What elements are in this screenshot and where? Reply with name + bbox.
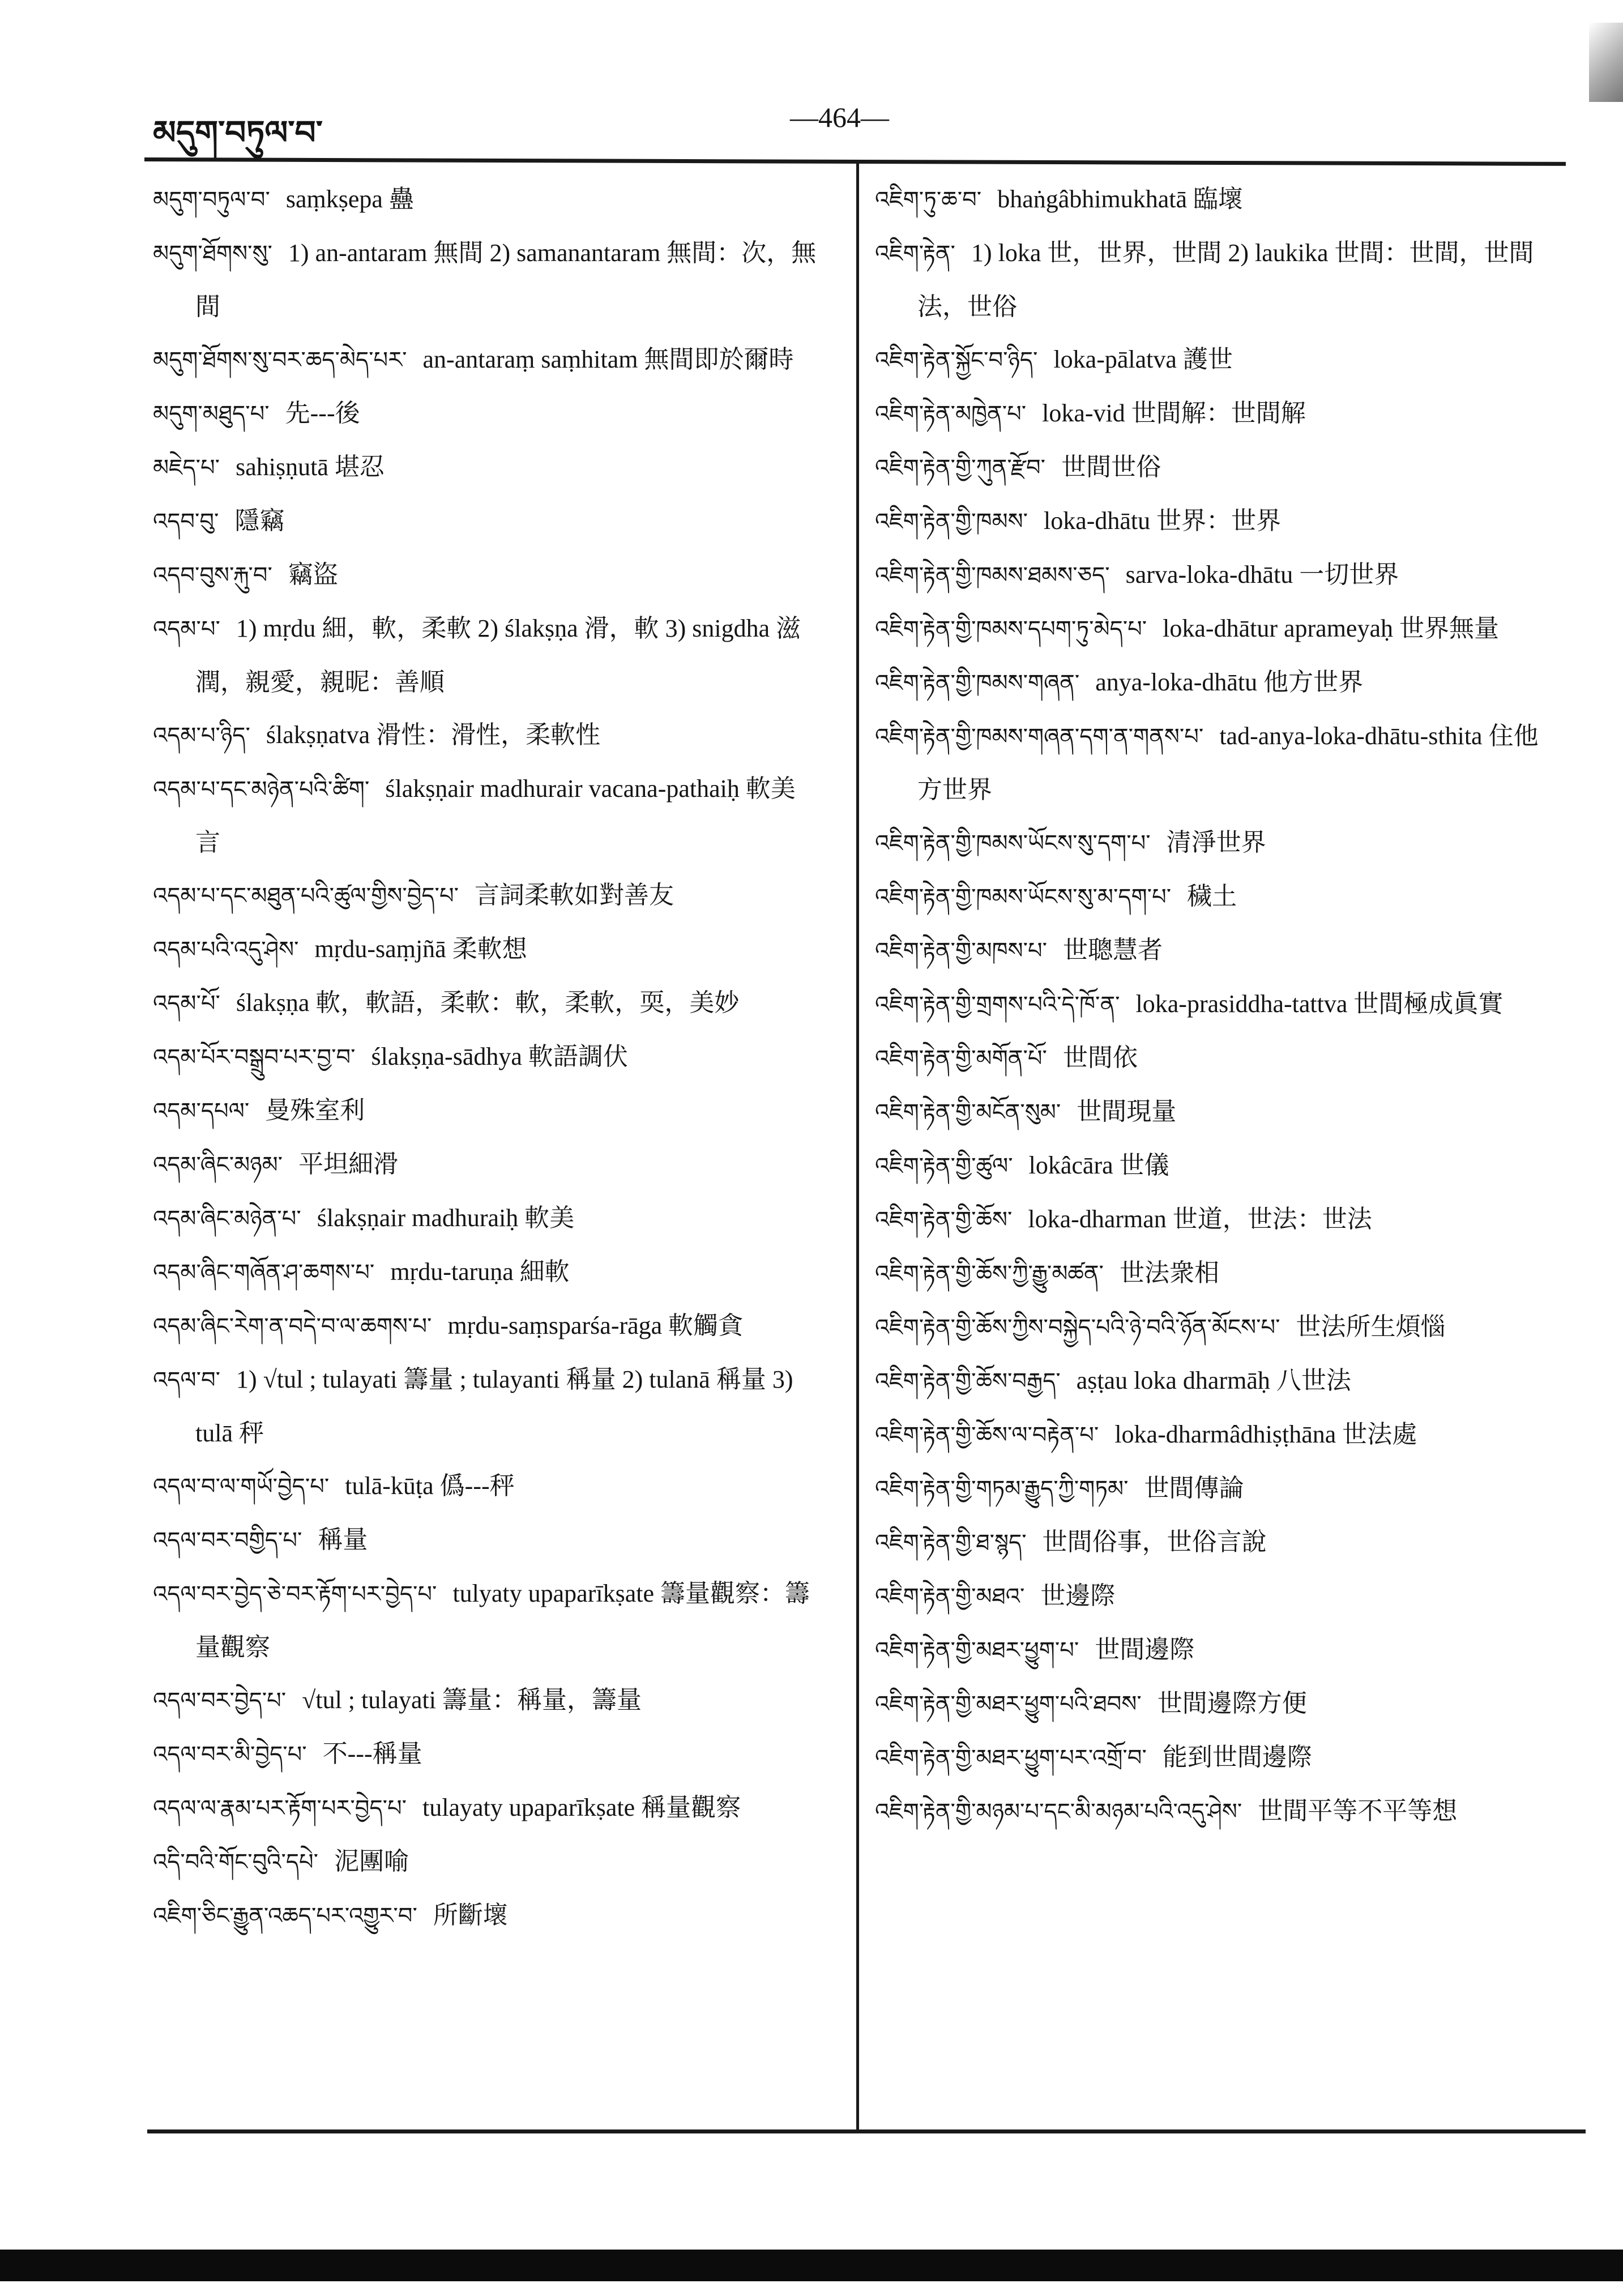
dictionary-entry: འདི་བའི་གོང་བུའི་དཔེ་ 泥團喻 [153,1847,409,1875]
dictionary-entry: འཇིག་ཏུ་ཆ་བ་ bhaṅgâbhimukhatā 臨壞 [875,185,1243,213]
dictionary-entry: འཇིག་རྟེན་གྱི་གྲགས་པའི་དེ་ཁོ་ན་ loka-prasiddha-tattva 世間極成眞實 [875,990,1504,1018]
dictionary-entry: འཇིག་རྟེན་གྱི་ཁམས་ཡོངས་སུ་དག་པ་ 清淨世界 [875,829,1266,856]
dictionary-entry: འཇིག་རྟེན་གྱི་མཐར་ཕྱུག་པར་འགྲོ་བ་ 能到世間邊際 [875,1743,1312,1771]
dictionary-entry: འཇིག་རྟེན་གྱི་མཐར་ཕྱུག་པའི་ཐབས་ 世間邊際方便 [875,1689,1307,1717]
header-rule [144,157,1566,166]
dictionary-entry: འདམ་པོ་ ślakṣṇa 軟，軟語，柔軟：軟，柔軟，耎，美妙 [153,989,740,1017]
dictionary-entry: འཇིག་རྟེན་གྱི་ཁམས་ loka-dhātu 世界：世界 [875,507,1282,535]
dictionary-entry: འཇིག་རྟེན་གྱི་མཐར་ཕྱུག་པ་ 世間邊際 [875,1636,1195,1663]
dictionary-entry: འདམ་པོར་བསྒྲུབ་པར་བྱ་བ་ ślakṣṇa-sādhya 軟語調伏 [153,1043,628,1070]
dictionary-entry: འདམ་ཞིང་མཉེན་པ་ ślakṣṇair madhuraiḥ 軟美 [153,1204,575,1232]
dictionary-entry: འཇིག་རྟེན་གྱི་ཆོས་བརྒྱད་ aṣṭau loka dharmāḥ 八世法 [875,1367,1351,1394]
dictionary-entry: འཇིག་རྟེན་གྱི་ཆོས་ལ་བརྟེན་པ་ loka-dharmâdhiṣṭhāna 世法處 [875,1420,1417,1448]
dictionary-entry: འདལ་བར་བགྱིད་པ་ 稱量 [153,1526,368,1554]
dictionary-entry: འདམ་དཔལ་ 曼殊室利 [153,1096,365,1124]
dictionary-entry: འདམ་པའི་འདུ་ཤེས་ mṛdu-saṃjñā 柔軟想 [153,935,527,963]
dictionary-entry: འཇིག་རྟེན་གྱི་ཐ་སྙད་ 世間俗事，世俗言說 [875,1528,1267,1556]
dictionary-entry: འདལ་བར་བྱེད་ཅེ་བར་རྟོག་པར་བྱེད་པ་ tulyaty upaparīkṣate 籌量觀察：籌量觀察 [153,1580,810,1661]
dictionary-entry: འཇིག་རྟེན་གྱི་ཁམས་གཞན་དག་ན་གནས་པ་ tad-anya-loka-dhātu-sthita 住他方世界 [875,722,1539,804]
dictionary-entry: འདམ་པ་ 1) mṛdu 細，軟，柔軟 2) ślakṣṇa 滑，軟 3) snigdha 滋潤，親愛，親昵：善順 [153,614,801,696]
dictionary-entry: འདམ་ཞིང་གཞོན་ཤ་ཆགས་པ་ mṛdu-taruṇa 細軟 [153,1258,570,1286]
dictionary-entry: འདམ་ཞིང་རེག་ན་བདེ་བ་ལ་ཆགས་པ་ mṛdu-saṃsparśa-rāga 軟觸貪 [153,1312,744,1339]
dictionary-entry: འདབ་བུས་རྐུ་བ་ 竊盜 [153,561,338,588]
dictionary-entry: འདལ་བ་ལ་གཡོ་བྱེད་པ་ tulā-kūṭa 僞---秤 [153,1472,515,1500]
dictionary-entry: འདམ་པ་ཉིད་ ślakṣṇatva 滑性：滑性，柔軟性 [153,721,601,749]
dictionary-entry: འཇིག་རྟེན་ 1) loka 世，世界，世間 2) laukika 世間：世間，世間法，世俗 [875,239,1534,321]
dictionary-entry: འདབ་བུ་ 隱竊 [153,507,285,535]
dictionary-entry: འཇིག་རྟེན་གྱི་ཆོས་ཀྱིས་བསྐྱེད་པའི་ཉེ་བའི་ཉོན་མོངས་པ་ 世法所生煩惱 [875,1313,1446,1341]
column-divider [856,160,859,2131]
dictionary-entry: འཇིག་རྟེན་གྱི་མངོན་སུམ་ 世間現量 [875,1098,1177,1125]
dictionary-entry: འཇིག་རྟེན་གྱི་མཁས་པ་ 世聰慧者 [875,936,1163,964]
dictionary-entry: འདལ་བར་བྱེད་པ་ √tul ; tulayati 籌量：稱量，籌量 [153,1686,642,1714]
dictionary-entry: འདལ་ལ་རྣམ་པར་རྟོག་པར་བྱེད་པ་ tulayaty upaparīkṣate 稱量觀察 [153,1794,741,1821]
right-column [875,173,1554,1838]
dictionary-entry: འཇིག་རྟེན་མཁྱེན་པ་ loka-vid 世間解：世間解 [875,399,1306,427]
scan-bottom-band [0,2250,1623,2281]
dictionary-entry: འཇིག་རྟེན་གྱི་ཁམས་གཞན་ anya-loka-dhātu 他方世界 [875,668,1364,696]
scan-edge-shadow [1589,23,1623,102]
page-header-title: མདུག་བཏུལ་བ་ [153,113,323,152]
dictionary-entry: འཇིག་རྟེན་གྱི་ཁམས་དཔག་ཏུ་མེད་པ་ loka-dhātur aprameyaḥ 世界無量 [875,614,1499,642]
dictionary-entry: འདམ་པ་དང་མཉེན་པའི་ཚིག་ ślakṣṇair madhurair vacana-pathaiḥ 軟美言 [153,775,796,856]
dictionary-entry: འཇིག་རྟེན་གྱི་ཁམས་ཡོངས་སུ་མ་དག་པ་ 穢土 [875,882,1237,910]
dictionary-entry: འཇིག་ཅིང་རྒྱུན་འཆད་པར་འགྱུར་བ་ 所斷壞 [153,1901,508,1929]
dictionary-entry: འདལ་བར་མི་བྱེད་པ་ 不---稱量 [153,1740,422,1768]
dictionary-entry: འཇིག་རྟེན་གྱི་ཆོས་ loka-dharman 世道，世法：世法 [875,1205,1372,1233]
dictionary-entry: མདུག་མཐུད་པ་ 先---後 [153,399,360,427]
dictionary-entry: འདལ་བ་ 1) √tul ; tulayati 籌量 ; tulayanti 稱量 2) tulanā 稱量 3) tulā 秤 [153,1365,793,1447]
dictionary-entry: འདམ་ཞིང་མཉམ་ 平坦細滑 [153,1150,399,1178]
dictionary-entry: མདུག་ཐོགས་སུ་ 1) an-antaram 無間 2) samanantaram 無間：次，無間 [153,239,817,321]
dictionary-entry: མདུག་བཏུལ་བ་ saṃkṣepa 蠱 [153,185,414,213]
dictionary-entry: མཇེད་པ་ sahiṣṇutā 堪忍 [153,453,385,481]
dictionary-entry: འཇིག་རྟེན་གྱི་མཐའ་ 世邊際 [875,1582,1116,1610]
page-number: —464— [790,101,889,133]
footer-rule [147,2129,1586,2133]
dictionary-entry: འཇིག་རྟེན་གྱི་གཏམ་རྒྱུད་ཀྱི་གཏམ་ 世間傳論 [875,1474,1244,1502]
dictionary-entry: འཇིག་རྟེན་གྱི་མགོན་པོ་ 世間依 [875,1044,1138,1072]
dictionary-entry: འཇིག་རྟེན་གྱི་ཀུན་རྫོབ་ 世間世俗 [875,453,1161,481]
dictionary-entry: འཇིག་རྟེན་སྐྱོང་བ་ཉིད་ loka-pālatva 護世 [875,345,1233,373]
left-column [153,173,821,1943]
dictionary-entry: འདམ་པ་དང་མཐུན་པའི་ཚུལ་གྱིས་བྱེད་པ་ 言詞柔軟如對善友 [153,881,674,909]
dictionary-entry: འཇིག་རྟེན་གྱི་ཆོས་ཀྱི་རྒྱུ་མཚན་ 世法衆相 [875,1259,1219,1287]
dictionary-entry: འཇིག་རྟེན་གྱི་ཁམས་ཐམས་ཅད་ sarva-loka-dhātu 一切世界 [875,561,1399,588]
dictionary-entry: མདུག་ཐོགས་སུ་བར་ཆད་མེད་པར་ an-antaraṃ saṃhitam 無間即於爾時 [153,345,794,373]
dictionary-entry: འཇིག་རྟེན་གྱི་མཉམ་པ་དང་མི་མཉམ་པའི་འདུ་ཤེས་ 世間平等不平等想 [875,1797,1458,1825]
dictionary-entry: འཇིག་རྟེན་གྱི་ཚུལ་ lokâcāra 世儀 [875,1151,1169,1179]
